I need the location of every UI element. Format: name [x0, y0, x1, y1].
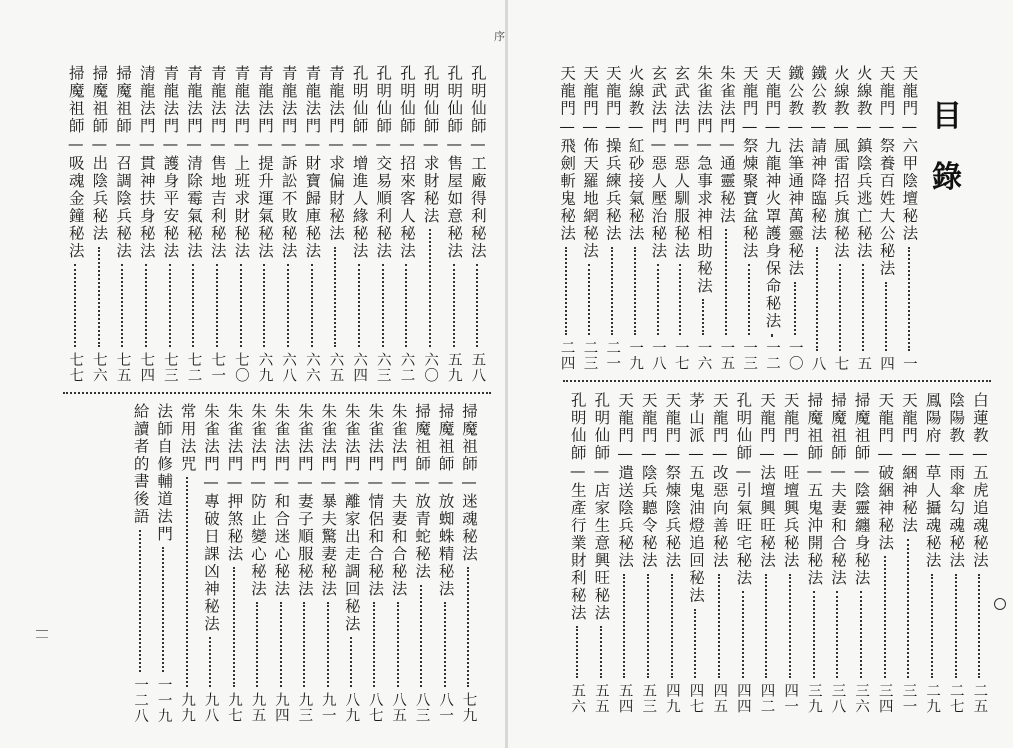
- toc-entry: [418, 65, 442, 383]
- toc-dot-leader: [358, 264, 360, 347]
- toc-page-number: 六〇: [422, 352, 439, 383]
- toc-page-number: 五: [855, 355, 872, 371]
- toc-page-number: 三一: [900, 683, 917, 714]
- toc-dot-leader: [162, 547, 164, 672]
- toc-dot-leader: [647, 574, 649, 679]
- toc-dot-leader: [405, 264, 407, 347]
- toc-entry-title: 天龍門—綑神秘法: [899, 392, 918, 535]
- toc-page-number: 五六: [569, 683, 586, 714]
- toc-entry-title: 孔明仙師—求財秘法: [421, 65, 440, 225]
- toc-page-number: 七七: [67, 352, 84, 383]
- toc-dot-leader: [955, 574, 957, 679]
- toc-page-number: 八五: [390, 692, 407, 723]
- toc-page-number: 九七: [225, 692, 242, 723]
- toc-entry-title: 天龍門—法壇興旺秘法: [758, 392, 777, 570]
- toc-entry-title: 白蓮教—五虎追魂秘法: [970, 392, 989, 570]
- right-page-top-toc: [555, 65, 920, 371]
- toc-entry: [222, 403, 245, 723]
- toc-entry-title: 朱雀法門—急事求神相助秘法: [695, 65, 714, 295]
- toc-page-number: 六六: [303, 352, 320, 383]
- toc-entry-title: 掃魔祖師—放青蛇秘法: [413, 403, 432, 581]
- toc-page-number: 六四: [351, 352, 368, 383]
- toc-entry: [873, 392, 897, 714]
- toc-entry: [646, 65, 669, 371]
- toc-entry: [442, 65, 466, 383]
- toc-dot-leader: [263, 264, 265, 347]
- toc-entry: [386, 403, 409, 723]
- left-page-top-toc: [63, 65, 489, 383]
- toc-dot-leader: [145, 264, 147, 347]
- toc-entry-title: 青龍法門—清除霉氣秘法: [185, 65, 204, 260]
- toc-entry: [778, 392, 802, 714]
- toc-dot-leader: [748, 264, 750, 335]
- toc-entry: [802, 392, 826, 714]
- toc-dot-leader: [327, 602, 329, 687]
- toc-page-number: 一三: [741, 340, 758, 371]
- toc-page-number: 三九: [805, 683, 822, 714]
- toc-entry: [433, 403, 456, 723]
- toc-page-number: 一二八: [132, 676, 149, 723]
- toc-page-number: 一八: [649, 340, 666, 371]
- toc-entry-title: 給讀者的書後語: [131, 403, 150, 526]
- toc-entry-title: 朱雀法門—離家出走調回秘法: [342, 403, 361, 633]
- toc-entry: [269, 403, 292, 723]
- toc-entry-title: 孔明仙師—增進人緣秘法: [350, 65, 369, 260]
- toc-entry-title: 天龍門—遣送陰兵秘法: [616, 392, 635, 570]
- toc-entry-title: 陰陽教—雨傘勾魂秘法: [947, 392, 966, 570]
- toc-page-number: 四九: [663, 683, 680, 714]
- toc-entry-title: 天龍門—破綑神秘法: [876, 392, 895, 552]
- toc-entry: [134, 65, 158, 383]
- toc-page-number: 六九: [256, 352, 273, 383]
- toc-dot-leader: [98, 247, 100, 348]
- toc-dot-leader: [671, 574, 673, 679]
- toc-entry: [692, 65, 715, 371]
- toc-entry: [152, 403, 175, 723]
- toc-entry-title: 青龍法門—上班求財秘法: [232, 65, 251, 260]
- toc-page-number: 九一: [319, 692, 336, 723]
- toc-dot-leader: [813, 591, 815, 678]
- toc-entry: [457, 403, 480, 723]
- toc-dot-leader: [694, 609, 696, 679]
- toc-dot-leader: [725, 229, 727, 335]
- toc-entry: [852, 65, 875, 371]
- toc-entry: [245, 403, 268, 723]
- toc-dot-leader: [192, 264, 194, 347]
- toc-page-number: 九三: [296, 692, 313, 723]
- toc-entry-title: 天龍門—飛劍斬鬼秘法: [558, 65, 577, 243]
- toc-entry: [205, 65, 229, 383]
- toc-entry: [111, 65, 135, 383]
- toc-dot-leader: [702, 299, 704, 335]
- toc-dot-leader: [420, 585, 422, 688]
- toc-entry: [363, 403, 386, 723]
- toc-entry-title: 清龍法門—貫神扶身秘法: [137, 65, 156, 260]
- toc-entry: [578, 65, 601, 371]
- right-page-divider: [563, 380, 991, 382]
- toc-dot-leader: [907, 539, 909, 679]
- toc-dot-leader: [429, 229, 431, 347]
- toc-dot-leader: [233, 567, 235, 687]
- toc-dot-leader: [860, 591, 862, 678]
- toc-dot-leader: [565, 247, 567, 336]
- toc-entry-title: 鳳陽府—草人攝魂秘法: [923, 392, 942, 570]
- toc-page-number: 二一: [604, 340, 621, 371]
- toc-page-number: 四四: [734, 683, 751, 714]
- left-page-divider: [63, 392, 491, 394]
- toc-entry: [849, 392, 873, 714]
- toc-entry: [601, 65, 624, 371]
- toc-entry-title: 青龍法門—訴訟不敗秘法: [279, 65, 298, 260]
- toc-dot-leader: [373, 602, 375, 687]
- toc-dot-leader: [74, 264, 76, 347]
- toc-page-number: 三八: [829, 683, 846, 714]
- toc-entry-title: 孔明仙師—工廠得利秘法: [468, 65, 487, 260]
- toc-dot-leader: [216, 264, 218, 347]
- toc-entry-title: 玄武法門—惡人壓治秘法: [649, 65, 668, 260]
- toc-page-number: 八七: [366, 692, 383, 723]
- toc-page-number: 七四: [138, 352, 155, 383]
- toc-dot-leader: [382, 264, 384, 347]
- toc-page-number: 八九: [343, 692, 360, 723]
- toc-page-number: 五三: [640, 683, 657, 714]
- toc-entry-title: 青龍法門—求偏財秘法: [326, 65, 345, 243]
- toc-dot-leader: [453, 264, 455, 347]
- toc-entry: [806, 65, 829, 371]
- toc-dot-leader: [186, 477, 188, 687]
- toc-dot-leader: [588, 264, 590, 335]
- toc-entry-title: 朱雀法門—和合迷心秘法: [272, 403, 291, 598]
- toc-entry-title: 朱雀法門—妻子順服秘法: [295, 403, 314, 598]
- toc-entry: [87, 65, 111, 383]
- toc-dot-leader: [771, 334, 773, 335]
- toc-dot-leader: [303, 602, 305, 687]
- toc-page-number: 一〇: [786, 340, 803, 371]
- title-char-1: 目: [932, 99, 962, 134]
- toc-dot-leader: [623, 574, 625, 679]
- toc-entry: [760, 65, 783, 371]
- toc-entry: [323, 65, 347, 383]
- toc-page-number: 二七: [947, 683, 964, 714]
- toc-page-number: 六八: [280, 352, 297, 383]
- toc-entry: [199, 403, 222, 723]
- toc-entry: [63, 65, 87, 383]
- toc-entry-title: 火線教—風雷招兵旗秘法: [831, 65, 850, 260]
- toc-entry-title: 掃魔祖師—放蜘蛛精秘法: [436, 403, 455, 598]
- toc-page-number: 一: [900, 355, 917, 371]
- toc-dot-leader: [444, 602, 446, 687]
- toc-entry-title: 掃魔祖師—吸魂金鐘秘法: [66, 65, 85, 260]
- toc-page-number: 九四: [272, 692, 289, 723]
- toc-page-number: 七六: [90, 352, 107, 383]
- toc-entry: [316, 403, 339, 723]
- toc-page-number: 一五: [718, 340, 735, 371]
- toc-dot-leader: [862, 264, 864, 351]
- toc-entry-title: 天龍門—改惡向善秘法: [710, 392, 729, 570]
- toc-page-number: 四一: [782, 683, 799, 714]
- toc-dot-leader: [908, 247, 910, 351]
- toc-entry-title: 孔明仙師—引氣旺宅秘法: [734, 392, 753, 587]
- toc-entry-title: 天龍門—旺壇興兵秘法: [781, 392, 800, 570]
- toc-entry-title: 火線教—紅砂接氣秘法: [626, 65, 645, 243]
- margin-mark: [36, 630, 48, 638]
- toc-entry: [158, 65, 182, 383]
- toc-entry-title: 朱雀法門—專破日課凶神秘法: [202, 403, 221, 633]
- toc-page-number: 九九: [179, 692, 196, 723]
- toc-dot-leader: [600, 626, 602, 678]
- toc-entry: [410, 403, 433, 723]
- toc-page-number: 一六: [695, 340, 712, 371]
- toc-entry-title: 孔明仙師—交易順利秘法: [374, 65, 393, 260]
- toc-entry-title: 天龍門—佈天羅地網秘法: [580, 65, 599, 260]
- toc-page-number: 八一: [437, 692, 454, 723]
- toc-entry-title: 掃魔祖師—出陰兵秘法: [90, 65, 109, 243]
- toc-dot-leader: [718, 574, 720, 679]
- toc-dot-leader: [467, 567, 469, 687]
- toc-dot-leader: [839, 264, 841, 351]
- toc-entry: [465, 65, 489, 383]
- toc-entry-title: 青龍法門—護身平安秘法: [161, 65, 180, 260]
- toc-dot-leader: [576, 626, 578, 678]
- toc-page-number: 五八: [469, 352, 486, 383]
- toc-entry: [967, 392, 991, 714]
- toc-entry-title: 鐵公教—法筆通神萬靈秘法: [786, 65, 805, 278]
- toc-dot-leader: [287, 264, 289, 347]
- toc-entry-title: 朱雀法門—夫妻和合秘法: [389, 403, 408, 598]
- toc-entry: [944, 392, 968, 714]
- toc-entry: [896, 392, 920, 714]
- toc-entry: [128, 403, 151, 723]
- toc-dot-leader: [931, 574, 933, 679]
- toc-entry: [715, 65, 738, 371]
- toc-entry-title: 天龍門—六甲陰壇秘法: [900, 65, 919, 243]
- toc-page-number: 六五: [327, 352, 344, 383]
- toc-dot-leader: [794, 282, 796, 336]
- toc-entry-title: 青龍法門—售地吉利秘法: [208, 65, 227, 260]
- toc-page-number: 三四: [876, 683, 893, 714]
- toc-entry-title: 天龍門—祭煉聚寶盆秘法: [740, 65, 759, 260]
- toc-entry-title: 掃魔祖師—迷魂秘法: [460, 403, 479, 563]
- toc-dot-leader: [256, 602, 258, 687]
- toc-page-number: 一九: [627, 340, 644, 371]
- toc-entry: [623, 65, 646, 371]
- toc-page-number: 一七: [672, 340, 689, 371]
- toc-entry-title: 火線教—鎮陰兵逃亡秘法: [854, 65, 873, 260]
- toc-dot-leader: [657, 264, 659, 335]
- toc-dot-leader: [742, 591, 744, 678]
- toc-entry: [589, 392, 613, 714]
- toc-entry: [669, 65, 692, 371]
- toc-dot-leader: [789, 574, 791, 679]
- toc-entry: [683, 392, 707, 714]
- title-char-2: 錄: [932, 160, 962, 195]
- toc-entry-title: 天龍門—祭煉陰兵秘法: [663, 392, 682, 570]
- toc-entry-title: 孔明仙師—店家生意興旺秘法: [592, 392, 611, 622]
- toc-entry: [707, 392, 731, 714]
- toc-entry: [731, 392, 755, 714]
- toc-entry: [825, 392, 849, 714]
- toc-page-number: 七〇: [232, 352, 249, 383]
- toc-entry: [276, 65, 300, 383]
- toc-entry-title: 孔明仙師—招來客人秘法: [397, 65, 416, 260]
- toc-dot-leader: [397, 602, 399, 687]
- toc-entry-title: 常用法咒: [178, 403, 197, 473]
- toc-entry: [920, 392, 944, 714]
- toc-page-number: 八三: [413, 692, 430, 723]
- toc-entry: [339, 403, 362, 723]
- toc-entry-title: 掃魔祖師—陰靈纏身秘法: [852, 392, 871, 587]
- toc-entry-title: 孔明仙師—售屋如意秘法: [445, 65, 464, 260]
- toc-page-number: 一二: [763, 340, 780, 371]
- toc-entry-title: 天龍門—陰兵聽令秘法: [639, 392, 658, 570]
- toc-entry: [181, 65, 205, 383]
- toc-entry-title: 朱雀法門—防止變心秘法: [248, 403, 267, 598]
- toc-page-number: 一一九: [155, 676, 172, 723]
- toc-dot-leader: [679, 264, 681, 335]
- toc-entry: [300, 65, 324, 383]
- toc-entry-title: 掃魔祖師—召調陰兵秘法: [114, 65, 133, 260]
- toc-page-number: 三六: [853, 683, 870, 714]
- toc-dot-leader: [885, 282, 887, 351]
- toc-page-number: 五五: [592, 683, 609, 714]
- toc-page-number: 四二: [758, 683, 775, 714]
- toc-page-number: 七九: [460, 692, 477, 723]
- toc-page-number: 二九: [924, 683, 941, 714]
- right-page-bottom-toc: [565, 392, 991, 714]
- toc-dot-leader: [334, 247, 336, 348]
- book-gutter: [505, 0, 508, 748]
- toc-dot-leader: [311, 264, 313, 347]
- toc-page-number: 六三: [374, 352, 391, 383]
- toc-dot-leader: [240, 264, 242, 347]
- toc-entry-title: 掃魔祖師—五鬼沖開秘法: [805, 392, 824, 587]
- toc-dot-leader: [280, 602, 282, 687]
- toc-page-number: 五九: [445, 352, 462, 383]
- toc-entry-title: 朱雀法門—情侶和合秘法: [366, 403, 385, 598]
- toc-dot-leader: [634, 247, 636, 336]
- toc-entry-title: 天龍門—祭養百姓大公秘法: [877, 65, 896, 278]
- toc-entry-title: 朱雀法門—暴夫驚妻秘法: [319, 403, 338, 598]
- toc-entry-title: 掃魔祖師—夫妻和合秘法: [828, 392, 847, 587]
- toc-entry: [565, 392, 589, 714]
- toc-entry: [555, 65, 578, 371]
- toc-entry-title: 孔明仙師—生產行業財利秘法: [568, 392, 587, 622]
- toc-dot-leader: [816, 247, 818, 351]
- toc-entry: [229, 65, 253, 383]
- toc-page-number: 四七: [687, 683, 704, 714]
- toc-page-number: 七三: [161, 352, 178, 383]
- toc-page-number: 九五: [249, 692, 266, 723]
- toc-entry-title: 朱雀法門—押煞秘法: [225, 403, 244, 563]
- toc-entry: [394, 65, 418, 383]
- toc-entry: [371, 65, 395, 383]
- toc-entry: [754, 392, 778, 714]
- toc-entry-title: 法師自修輔道法門: [155, 403, 174, 543]
- toc-page-number: 二五: [971, 683, 988, 714]
- toc-page-number: 七五: [114, 352, 131, 383]
- toc-entry: [636, 392, 660, 714]
- toc-entry-title: 青龍法門—提升運氣秘法: [256, 65, 275, 260]
- toc-entry-title: 青龍法門—財寶歸庫秘法: [303, 65, 322, 260]
- toc-entry: [252, 65, 276, 383]
- toc-entry: [738, 65, 761, 371]
- toc-dot-leader: [611, 247, 613, 336]
- toc-entry: [292, 403, 315, 723]
- toc-entry: [897, 65, 920, 371]
- toc-entry-title: 天龍門—九龍神火罩護身保命秘法: [763, 65, 782, 330]
- toc-page-number: 二三: [581, 340, 598, 371]
- toc-page-number: 六二: [398, 352, 415, 383]
- toc-entry: [175, 403, 198, 723]
- toc-page-number: 八: [809, 355, 826, 371]
- toc-dot-leader: [121, 264, 123, 347]
- toc-entry: [829, 65, 852, 371]
- toc-entry: [660, 392, 684, 714]
- margin-circle-mark: [994, 598, 1006, 610]
- toc-entry-title: 天龍門—操兵練兵秘法: [603, 65, 622, 243]
- toc-dot-leader: [169, 264, 171, 347]
- toc-page-number: 七一: [209, 352, 226, 383]
- toc-page-number: 五四: [616, 683, 633, 714]
- toc-entry-title: 鐵公教—請神降臨秘法: [809, 65, 828, 243]
- toc-dot-leader: [884, 556, 886, 678]
- left-page-bottom-toc: [128, 403, 480, 723]
- toc-dot-leader: [476, 264, 478, 347]
- toc-dot-leader: [836, 591, 838, 678]
- toc-entry: [347, 65, 371, 383]
- toc-page-number: 七二: [185, 352, 202, 383]
- toc-dot-leader: [139, 530, 141, 672]
- toc-dot-leader: [350, 637, 352, 687]
- header-mark: 序: [494, 30, 505, 43]
- toc-dot-leader: [209, 637, 211, 687]
- toc-entry-title: 玄武法門—惡人馴服秘法: [672, 65, 691, 260]
- toc-entry-title: 朱雀法門—通靈秘法: [717, 65, 736, 225]
- toc-dot-leader: [978, 574, 980, 679]
- toc-page-number: 二四: [558, 340, 575, 371]
- toc-dot-leader: [765, 574, 767, 679]
- toc-entry-title: 茅山派—五鬼油燈追回秘法: [687, 392, 706, 605]
- toc-page-number: 七: [832, 355, 849, 371]
- toc-page-number: 四: [878, 355, 895, 371]
- toc-page-number: 四五: [711, 683, 728, 714]
- toc-page-number: 九八: [202, 692, 219, 723]
- toc-entry: [783, 65, 806, 371]
- toc-entry: [613, 392, 637, 714]
- toc-entry: [874, 65, 897, 371]
